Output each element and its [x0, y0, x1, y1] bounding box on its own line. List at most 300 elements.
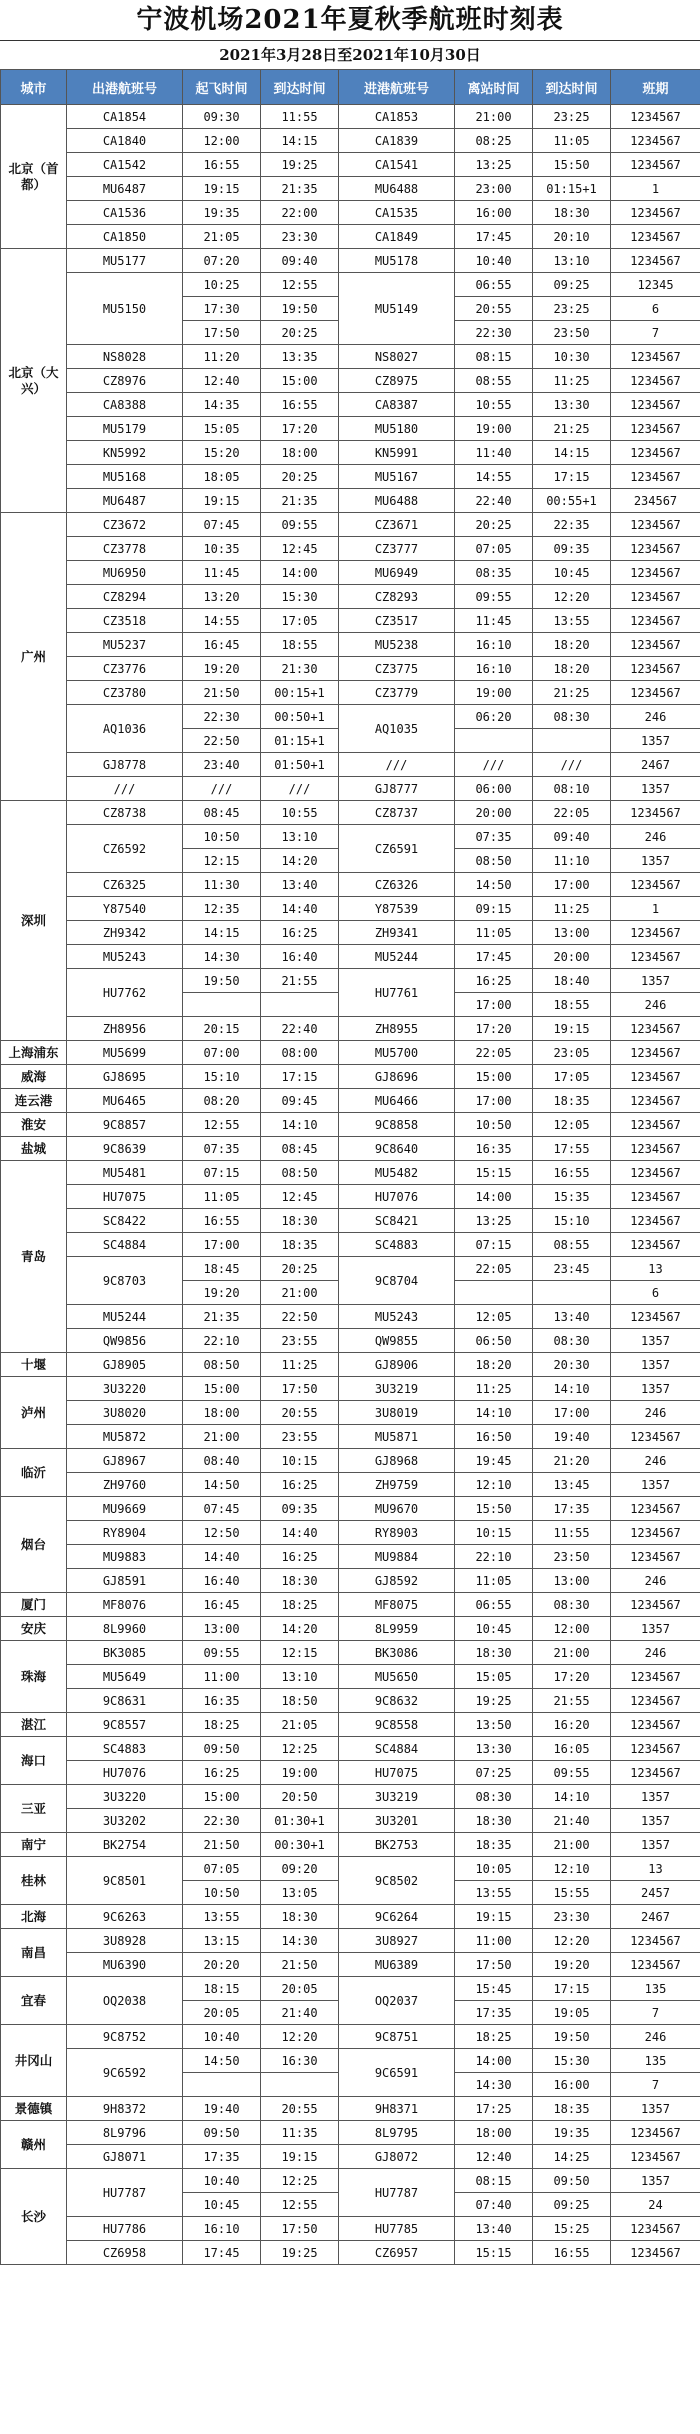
departure-flight-cell: CZ8738	[67, 801, 183, 825]
arrival-time-cell: 09:20	[261, 1857, 339, 1881]
leave-time-cell: 16:00	[455, 201, 533, 225]
table-row	[1, 1329, 700, 1353]
leave-time-cell: 17:50	[455, 1953, 533, 1977]
arrival-time-cell: 10:15	[261, 1449, 339, 1473]
leave-time-cell: 10:40	[455, 249, 533, 273]
departure-flight-cell: GJ8695	[67, 1065, 183, 1089]
leave-time-cell: 07:40	[455, 2193, 533, 2217]
schedule-days-cell: 1234567	[611, 1497, 700, 1521]
takeoff-time-cell: 13:00	[183, 1617, 261, 1641]
departure-flight-cell: CZ3776	[67, 657, 183, 681]
takeoff-time-cell: 18:25	[183, 1713, 261, 1737]
takeoff-time-cell: 20:05	[183, 2001, 261, 2025]
leave-time-cell: 16:35	[455, 1137, 533, 1161]
arrival-time-cell: 21:30	[261, 657, 339, 681]
arrival-flight-cell: GJ8968	[339, 1449, 455, 1473]
inbound-arrival-time-cell: 09:25	[533, 2193, 611, 2217]
city-cell: 景德镇	[1, 2097, 67, 2121]
leave-time-cell: 15:50	[455, 1497, 533, 1521]
schedule-days-cell: 7	[611, 321, 700, 345]
takeoff-time-cell: 14:35	[183, 393, 261, 417]
arrival-flight-cell: AQ1035	[339, 705, 455, 753]
table-header-row	[1, 70, 700, 105]
arrival-time-cell: 16:25	[261, 1545, 339, 1569]
takeoff-time-cell: 12:40	[183, 369, 261, 393]
city-cell: 连云港	[1, 1089, 67, 1113]
header-arrival-time: 到达时间	[261, 70, 339, 105]
arrival-time-cell: 16:25	[261, 921, 339, 945]
arrival-flight-cell: 9C8858	[339, 1113, 455, 1137]
schedule-days-cell: 1234567	[611, 1665, 700, 1689]
inbound-arrival-time-cell: 13:55	[533, 609, 611, 633]
takeoff-time-cell: 10:50	[183, 825, 261, 849]
inbound-arrival-time-cell: 17:05	[533, 1065, 611, 1089]
arrival-time-cell: 18:55	[261, 633, 339, 657]
table-row	[1, 1929, 700, 1953]
takeoff-time-cell: 12:55	[183, 1113, 261, 1137]
takeoff-time-cell: 14:50	[183, 1473, 261, 1497]
leave-time-cell: 17:45	[455, 945, 533, 969]
inbound-arrival-time-cell: 18:30	[533, 201, 611, 225]
city-cell: 湛江	[1, 1713, 67, 1737]
arrival-flight-cell: 9C8502	[339, 1857, 455, 1905]
arrival-time-cell: 14:20	[261, 1617, 339, 1641]
arrival-flight-cell: MU9670	[339, 1497, 455, 1521]
takeoff-time-cell: 19:35	[183, 201, 261, 225]
departure-flight-cell: HU7076	[67, 1761, 183, 1785]
departure-flight-cell: SC4883	[67, 1737, 183, 1761]
takeoff-time-cell: 14:40	[183, 1545, 261, 1569]
arrival-flight-cell: HU7785	[339, 2217, 455, 2241]
table-row	[1, 1905, 700, 1929]
schedule-days-cell: 1234567	[611, 1953, 700, 1977]
leave-time-cell: 18:30	[455, 1641, 533, 1665]
schedule-days-cell: 1357	[611, 849, 700, 873]
schedule-days-cell: 246	[611, 1569, 700, 1593]
arrival-time-cell: 17:05	[261, 609, 339, 633]
inbound-arrival-time-cell: 13:40	[533, 1305, 611, 1329]
arrival-time-cell: 17:15	[261, 1065, 339, 1089]
arrival-time-cell: 18:00	[261, 441, 339, 465]
leave-time-cell: 09:55	[455, 585, 533, 609]
leave-time-cell: 10:55	[455, 393, 533, 417]
city-cell: 威海	[1, 1065, 67, 1089]
table-row	[1, 2049, 700, 2073]
arrival-time-cell: 09:55	[261, 513, 339, 537]
inbound-arrival-time-cell: 12:00	[533, 1617, 611, 1641]
arrival-flight-cell: HU7076	[339, 1185, 455, 1209]
arrival-time-cell: 17:50	[261, 2217, 339, 2241]
takeoff-time-cell: 15:10	[183, 1065, 261, 1089]
leave-time-cell: 19:45	[455, 1449, 533, 1473]
takeoff-time-cell: 12:00	[183, 129, 261, 153]
inbound-arrival-time-cell: 21:00	[533, 1641, 611, 1665]
arrival-time-cell: 21:55	[261, 969, 339, 993]
table-row	[1, 1161, 700, 1185]
leave-time-cell: 14:10	[455, 1401, 533, 1425]
arrival-time-cell: 18:30	[261, 1209, 339, 1233]
city-cell: 井冈山	[1, 2025, 67, 2097]
schedule-days-cell: 1357	[611, 1377, 700, 1401]
takeoff-time-cell: 11:00	[183, 1665, 261, 1689]
departure-flight-cell: 9C8501	[67, 1857, 183, 1905]
inbound-arrival-time-cell: 21:55	[533, 1689, 611, 1713]
takeoff-time-cell: 19:15	[183, 177, 261, 201]
departure-flight-cell: MU5872	[67, 1425, 183, 1449]
inbound-arrival-time-cell: 16:55	[533, 2241, 611, 2265]
arrival-flight-cell: ///	[339, 753, 455, 777]
city-cell: 安庆	[1, 1617, 67, 1641]
arrival-flight-cell: 9C6591	[339, 2049, 455, 2097]
arrival-flight-cell: 9C8558	[339, 1713, 455, 1737]
inbound-arrival-time-cell: 23:45	[533, 1257, 611, 1281]
arrival-time-cell: 14:10	[261, 1113, 339, 1137]
leave-time-cell: 12:10	[455, 1473, 533, 1497]
departure-flight-cell: GJ8778	[67, 753, 183, 777]
arrival-flight-cell: RY8903	[339, 1521, 455, 1545]
departure-flight-cell: KN5992	[67, 441, 183, 465]
schedule-days-cell: 135	[611, 1977, 700, 2001]
takeoff-time-cell: 21:00	[183, 1425, 261, 1449]
arrival-time-cell: 00:15+1	[261, 681, 339, 705]
takeoff-time-cell: 16:45	[183, 633, 261, 657]
arrival-flight-cell: ZH8955	[339, 1017, 455, 1041]
arrival-flight-cell: GJ8072	[339, 2145, 455, 2169]
schedule-days-cell: 1234567	[611, 609, 700, 633]
leave-time-cell: 19:15	[455, 1905, 533, 1929]
takeoff-time-cell	[183, 993, 261, 1017]
leave-time-cell: 15:00	[455, 1065, 533, 1089]
departure-flight-cell: MU9883	[67, 1545, 183, 1569]
inbound-arrival-time-cell: 11:55	[533, 1521, 611, 1545]
takeoff-time-cell: 07:45	[183, 1497, 261, 1521]
leave-time-cell: 13:40	[455, 2217, 533, 2241]
table-row	[1, 1665, 700, 1689]
schedule-days-cell: 1234567	[611, 1041, 700, 1065]
inbound-arrival-time-cell: 18:35	[533, 2097, 611, 2121]
city-cell: 南昌	[1, 1929, 67, 1977]
arrival-time-cell: 14:40	[261, 1521, 339, 1545]
arrival-time-cell: ///	[261, 777, 339, 801]
inbound-arrival-time-cell: 00:55+1	[533, 489, 611, 513]
inbound-arrival-time-cell: 17:00	[533, 1401, 611, 1425]
departure-flight-cell: Y87540	[67, 897, 183, 921]
schedule-days-cell: 24	[611, 2193, 700, 2217]
departure-flight-cell: MU9669	[67, 1497, 183, 1521]
takeoff-time-cell: 19:40	[183, 2097, 261, 2121]
arrival-time-cell: 00:50+1	[261, 705, 339, 729]
city-cell: 桂林	[1, 1857, 67, 1905]
arrival-time-cell: 18:30	[261, 1905, 339, 1929]
schedule-days-cell: 1357	[611, 1809, 700, 1833]
inbound-arrival-time-cell: 23:25	[533, 297, 611, 321]
departure-flight-cell: 9C6263	[67, 1905, 183, 1929]
departure-flight-cell: AQ1036	[67, 705, 183, 753]
table-row	[1, 489, 700, 513]
arrival-time-cell: 21:05	[261, 1713, 339, 1737]
table-row	[1, 273, 700, 297]
arrival-time-cell: 10:55	[261, 801, 339, 825]
leave-time-cell: 12:40	[455, 2145, 533, 2169]
table-row	[1, 1545, 700, 1569]
departure-flight-cell: 9H8372	[67, 2097, 183, 2121]
takeoff-time-cell: 08:50	[183, 1353, 261, 1377]
departure-flight-cell: MU6390	[67, 1953, 183, 1977]
city-cell: 北京（大兴）	[1, 249, 67, 513]
schedule-days-cell: 1234567	[611, 1185, 700, 1209]
leave-time-cell: 13:25	[455, 153, 533, 177]
leave-time-cell: 14:50	[455, 873, 533, 897]
arrival-time-cell: 01:50+1	[261, 753, 339, 777]
takeoff-time-cell: 22:50	[183, 729, 261, 753]
takeoff-time-cell: 09:55	[183, 1641, 261, 1665]
inbound-arrival-time-cell: 23:30	[533, 1905, 611, 1929]
departure-flight-cell: MU5699	[67, 1041, 183, 1065]
table-row	[1, 1377, 700, 1401]
arrival-time-cell: 09:40	[261, 249, 339, 273]
takeoff-time-cell: 15:00	[183, 1785, 261, 1809]
arrival-time-cell: 21:35	[261, 177, 339, 201]
schedule-days-cell: 1234567	[611, 369, 700, 393]
table-row	[1, 1041, 700, 1065]
arrival-time-cell: 16:30	[261, 2049, 339, 2073]
leave-time-cell: 10:45	[455, 1617, 533, 1641]
arrival-flight-cell: 3U3219	[339, 1785, 455, 1809]
takeoff-time-cell: 10:40	[183, 2025, 261, 2049]
leave-time-cell: 08:30	[455, 1785, 533, 1809]
takeoff-time-cell: 17:35	[183, 2145, 261, 2169]
departure-flight-cell: MU6487	[67, 489, 183, 513]
inbound-arrival-time-cell: 19:15	[533, 1017, 611, 1041]
departure-flight-cell: 3U3220	[67, 1785, 183, 1809]
departure-flight-cell: SC8422	[67, 1209, 183, 1233]
table-row	[1, 1137, 700, 1161]
inbound-arrival-time-cell: 11:05	[533, 129, 611, 153]
table-row	[1, 1257, 700, 1281]
departure-flight-cell: CZ3518	[67, 609, 183, 633]
takeoff-time-cell: 16:45	[183, 1593, 261, 1617]
inbound-arrival-time-cell: 18:35	[533, 1089, 611, 1113]
inbound-arrival-time-cell: 20:30	[533, 1353, 611, 1377]
inbound-arrival-time-cell: 17:55	[533, 1137, 611, 1161]
takeoff-time-cell: 16:55	[183, 153, 261, 177]
table-row	[1, 1713, 700, 1737]
schedule-days-cell: 1234567	[611, 1929, 700, 1953]
table-row	[1, 801, 700, 825]
arrival-time-cell: 15:30	[261, 585, 339, 609]
departure-flight-cell: MU5481	[67, 1161, 183, 1185]
schedule-days-cell: 1234567	[611, 345, 700, 369]
schedule-days-cell: 1	[611, 897, 700, 921]
departure-flight-cell: ZH8956	[67, 1017, 183, 1041]
schedule-days-cell: 1234567	[611, 225, 700, 249]
leave-time-cell: 13:50	[455, 1713, 533, 1737]
takeoff-time-cell: 11:30	[183, 873, 261, 897]
arrival-flight-cell: 3U8019	[339, 1401, 455, 1425]
date-range: 2021年3月28日至2021年10月30日	[0, 40, 700, 69]
arrival-flight-cell: ZH9341	[339, 921, 455, 945]
schedule-days-cell: 1234567	[611, 441, 700, 465]
city-cell: 北京（首都）	[1, 105, 67, 249]
inbound-arrival-time-cell: 12:20	[533, 585, 611, 609]
arrival-flight-cell: CA1839	[339, 129, 455, 153]
arrival-flight-cell: CA8387	[339, 393, 455, 417]
inbound-arrival-time-cell: 23:50	[533, 1545, 611, 1569]
arrival-flight-cell: GJ8592	[339, 1569, 455, 1593]
arrival-flight-cell: CZ3777	[339, 537, 455, 561]
leave-time-cell: 08:35	[455, 561, 533, 585]
schedule-days-cell: 1	[611, 177, 700, 201]
inbound-arrival-time-cell: 22:05	[533, 801, 611, 825]
arrival-time-cell: 20:05	[261, 1977, 339, 2001]
arrival-flight-cell: BK3086	[339, 1641, 455, 1665]
table-row	[1, 369, 700, 393]
arrival-flight-cell: MF8075	[339, 1593, 455, 1617]
table-row	[1, 417, 700, 441]
arrival-flight-cell: HU7761	[339, 969, 455, 1017]
arrival-flight-cell: CZ3779	[339, 681, 455, 705]
leave-time-cell: 16:10	[455, 633, 533, 657]
arrival-flight-cell: HU7075	[339, 1761, 455, 1785]
leave-time-cell: 10:50	[455, 1113, 533, 1137]
table-row	[1, 1737, 700, 1761]
flight-schedule-table	[0, 69, 700, 2265]
inbound-arrival-time-cell: 19:20	[533, 1953, 611, 1977]
arrival-flight-cell: CA1541	[339, 153, 455, 177]
inbound-arrival-time-cell: 09:35	[533, 537, 611, 561]
leave-time-cell: 18:35	[455, 1833, 533, 1857]
schedule-days-cell: 246	[611, 2025, 700, 2049]
departure-flight-cell: CA8388	[67, 393, 183, 417]
inbound-arrival-time-cell: 08:55	[533, 1233, 611, 1257]
arrival-flight-cell: CZ8737	[339, 801, 455, 825]
departure-flight-cell: MU5649	[67, 1665, 183, 1689]
inbound-arrival-time-cell: 13:00	[533, 1569, 611, 1593]
inbound-arrival-time-cell: 13:10	[533, 249, 611, 273]
takeoff-time-cell: 14:50	[183, 2049, 261, 2073]
departure-flight-cell: NS8028	[67, 345, 183, 369]
schedule-days-cell: 7	[611, 2073, 700, 2097]
inbound-arrival-time-cell: 11:10	[533, 849, 611, 873]
schedule-days-cell: 1357	[611, 2097, 700, 2121]
schedule-days-cell: 1234567	[611, 1137, 700, 1161]
departure-flight-cell: 9C8703	[67, 1257, 183, 1305]
takeoff-time-cell: 20:20	[183, 1953, 261, 1977]
arrival-flight-cell: SC4884	[339, 1737, 455, 1761]
takeoff-time-cell: 09:50	[183, 1737, 261, 1761]
arrival-flight-cell: MU5167	[339, 465, 455, 489]
inbound-arrival-time-cell: 18:20	[533, 657, 611, 681]
table-row	[1, 681, 700, 705]
city-cell: 长沙	[1, 2169, 67, 2265]
inbound-arrival-time-cell: 09:55	[533, 1761, 611, 1785]
takeoff-time-cell: 17:00	[183, 1233, 261, 1257]
arrival-time-cell: 23:55	[261, 1329, 339, 1353]
inbound-arrival-time-cell: 22:35	[533, 513, 611, 537]
arrival-time-cell: 15:00	[261, 369, 339, 393]
inbound-arrival-time-cell: 21:25	[533, 417, 611, 441]
departure-flight-cell: CA1840	[67, 129, 183, 153]
takeoff-time-cell: 23:40	[183, 753, 261, 777]
table-row	[1, 537, 700, 561]
arrival-flight-cell: MU5871	[339, 1425, 455, 1449]
arrival-flight-cell: QW9855	[339, 1329, 455, 1353]
arrival-time-cell: 20:55	[261, 2097, 339, 2121]
table-row	[1, 1209, 700, 1233]
inbound-arrival-time-cell: 10:45	[533, 561, 611, 585]
departure-flight-cell: MU6950	[67, 561, 183, 585]
departure-flight-cell: 3U8928	[67, 1929, 183, 1953]
inbound-arrival-time-cell: 21:20	[533, 1449, 611, 1473]
schedule-days-cell: 1234567	[611, 105, 700, 129]
departure-flight-cell: MU5237	[67, 633, 183, 657]
arrival-flight-cell: MU6949	[339, 561, 455, 585]
table-row	[1, 129, 700, 153]
city-cell: 淮安	[1, 1113, 67, 1137]
header-arrival-flight: 进港航班号	[339, 70, 455, 105]
inbound-arrival-time-cell: 23:05	[533, 1041, 611, 1065]
departure-flight-cell: CZ3672	[67, 513, 183, 537]
departure-flight-cell: MU5243	[67, 945, 183, 969]
schedule-days-cell: 1234567	[611, 249, 700, 273]
takeoff-time-cell: 18:00	[183, 1401, 261, 1425]
table-row	[1, 2121, 700, 2145]
arrival-time-cell: 21:35	[261, 489, 339, 513]
city-cell: 宜春	[1, 1977, 67, 2025]
arrival-flight-cell: 9C8632	[339, 1689, 455, 1713]
arrival-time-cell: 20:25	[261, 465, 339, 489]
takeoff-time-cell: 07:00	[183, 1041, 261, 1065]
table-row	[1, 825, 700, 849]
table-row	[1, 2145, 700, 2169]
schedule-days-cell: 1234567	[611, 537, 700, 561]
table-row	[1, 873, 700, 897]
departure-flight-cell: OQ2038	[67, 1977, 183, 2025]
city-cell: 厦门	[1, 1593, 67, 1617]
leave-time-cell: 11:45	[455, 609, 533, 633]
schedule-days-cell: 1234567	[611, 2241, 700, 2265]
inbound-arrival-time-cell: 14:10	[533, 1785, 611, 1809]
inbound-arrival-time-cell: 17:20	[533, 1665, 611, 1689]
leave-time-cell: 18:00	[455, 2121, 533, 2145]
table-row	[1, 1593, 700, 1617]
city-cell: 广州	[1, 513, 67, 801]
takeoff-time-cell: 17:30	[183, 297, 261, 321]
arrival-time-cell: 11:55	[261, 105, 339, 129]
arrival-flight-cell: 9H8371	[339, 2097, 455, 2121]
inbound-arrival-time-cell: 15:50	[533, 153, 611, 177]
departure-flight-cell: ZH9342	[67, 921, 183, 945]
schedule-days-cell: 1234567	[611, 657, 700, 681]
arrival-time-cell: 22:40	[261, 1017, 339, 1041]
takeoff-time-cell: 11:05	[183, 1185, 261, 1209]
departure-flight-cell: GJ8905	[67, 1353, 183, 1377]
leave-time-cell: 17:25	[455, 2097, 533, 2121]
departure-flight-cell: ///	[67, 777, 183, 801]
leave-time-cell: 13:30	[455, 1737, 533, 1761]
arrival-time-cell: 12:15	[261, 1641, 339, 1665]
table-row	[1, 1809, 700, 1833]
table-row	[1, 921, 700, 945]
departure-flight-cell: CA1542	[67, 153, 183, 177]
leave-time-cell: 13:55	[455, 1881, 533, 1905]
leave-time-cell: 19:25	[455, 1689, 533, 1713]
arrival-time-cell: 01:30+1	[261, 1809, 339, 1833]
schedule-days-cell: 2467	[611, 753, 700, 777]
schedule-days-cell: 1357	[611, 1329, 700, 1353]
header-leave-time: 离站时间	[455, 70, 533, 105]
schedule-days-cell: 1357	[611, 1617, 700, 1641]
